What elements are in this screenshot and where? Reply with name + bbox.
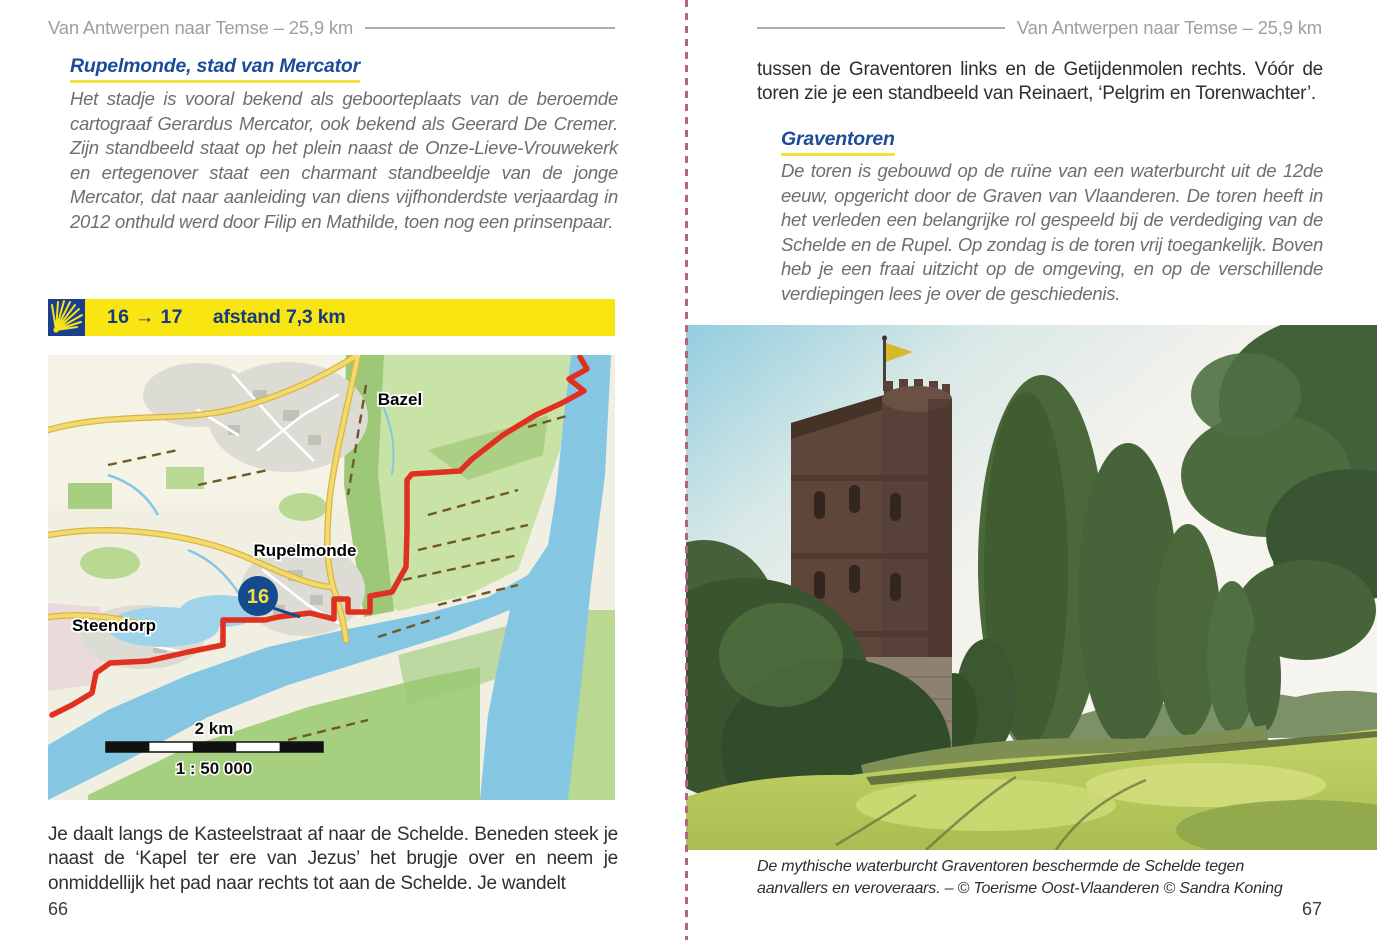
right-page-number: 67: [1301, 899, 1322, 919]
stage-banner: [48, 299, 615, 336]
left-page-header-title: Van Antwerpen naar Temse – 25,9 km: [48, 17, 354, 38]
right-header-rule: [757, 27, 1005, 29]
photo-caption: De mythische waterburcht Graventoren beschermde de Schelde tegen aanvallers en veroveraars. – © Toerisme Oost-Vlaanderen © Sandra Koning: [757, 858, 1283, 897]
town-label-rupelmonde: Rupelmonde: [253, 541, 357, 560]
right-page-header: [757, 17, 1322, 39]
spine-dotted-divider: [685, 0, 688, 940]
left-section-heading-wrap: [70, 55, 360, 83]
rupelmonde-paragraph: Het stadje is vooral bekend als geboorteplaats van de beroemde cartograaf Gerardus Mercator, ook bekend als Geerard De Cremer. Zijn standbeeld staat op het plein naast de Onze-Lieve-Vrouwekerk en ertegenover staat een charmant standbeeldje van de jonge Mercator, dat naar aanleiding van diens vijfhonderdste verjaardag in 2012 onthuld werd door Filip en Mathilde, toen nog een prinsenpaar.: [70, 88, 618, 232]
route-map: [48, 355, 615, 800]
right-section-heading-wrap: [781, 128, 895, 156]
section-title-graventoren: Graventoren: [781, 128, 895, 156]
town-label-bazel: Bazel: [377, 390, 423, 409]
right-intro-paragraph: tussen de Graventoren links en de Getijdenmolen rechts. Vóór de toren zie je een standbeeld van Reinaert, ‘Pelgrim en Torenwachter’.: [757, 59, 1323, 105]
tower-photo-svg: [686, 325, 1377, 850]
map-scale-distance: 2 km: [194, 719, 234, 738]
graventoren-paragraph: De toren is gebouwd op de ruïne van een waterburcht uit de 12de eeuw, opgericht door de Graven van Vlaanderen. De toren heeft in het verleden een belangrijke rol gespeeld bij de verdediging van de Schelde en de Rupel. Op zondag is de toren vrij toegankelijk. Boven heb je een fraai uitzicht op de omgeving, en op de verschillende verdiepingen lees je over de geschiedenis.: [781, 160, 1323, 304]
map-scale-ratio: 1 : 50 000: [175, 759, 253, 778]
route-map-svg: [48, 355, 615, 800]
graventoren-tower-photo: [686, 325, 1377, 850]
left-page-number: 66: [48, 899, 69, 919]
stage-range: 16 → 17: [107, 306, 183, 328]
left-page-header: [48, 17, 615, 39]
map-waypoint-number: 16: [246, 586, 270, 608]
right-page-header-title: Van Antwerpen naar Temse – 25,9 km: [1016, 17, 1322, 38]
scallop-shell-icon: [48, 299, 85, 336]
section-title-rupelmonde: Rupelmonde, stad van Mercator: [70, 55, 360, 83]
town-label-steendorp: Steendorp: [71, 616, 157, 635]
left-header-rule: [365, 27, 615, 29]
stage-distance: afstand 7,3 km: [212, 306, 346, 328]
left-bottom-paragraph: Je daalt langs de Kasteelstraat af naar de Schelde. Beneden steek je naast de ‘Kapel ter ere van Jezus’ het brugje over en neem je onmiddellijk het pad naar rechts tot aan de Schelde. Je wandelt: [48, 824, 618, 894]
